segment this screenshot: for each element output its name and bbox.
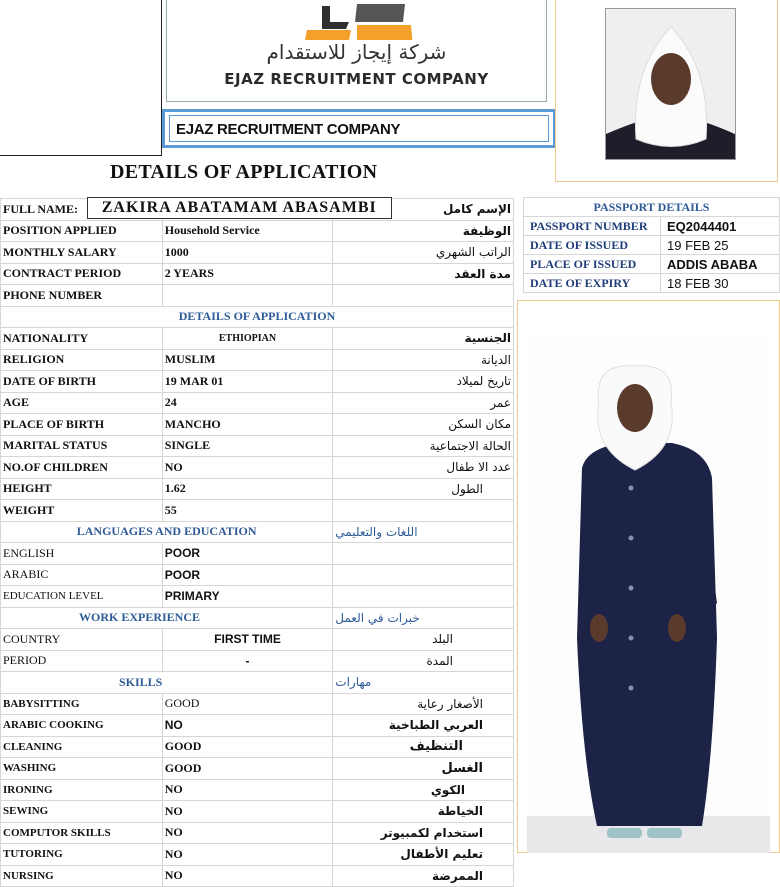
work-row <box>1 650 514 672</box>
personal-row <box>1 457 514 479</box>
passport-row <box>524 217 780 236</box>
contract-label: CONTRACT PERIOD <box>1 263 163 285</box>
passport-label: DATE OF EXPIRY <box>524 274 661 293</box>
education-value: PRIMARY <box>162 586 333 608</box>
company-logo <box>166 0 547 102</box>
phone-label: PHONE NUMBER <box>1 285 163 307</box>
skill-row <box>1 865 514 887</box>
country-arabic: البلد <box>333 629 514 651</box>
section-header <box>1 672 514 694</box>
logo-arabic-name: شركة إيجاز للاستقدام <box>266 40 447 64</box>
passport-row <box>524 255 780 274</box>
language-row <box>1 564 514 586</box>
arabic-value: POOR <box>162 564 333 586</box>
religion-arabic: الديانة <box>333 349 514 371</box>
passport-details <box>523 197 780 293</box>
passport-value: 19 FEB 25 <box>661 236 780 255</box>
skill-value: NO <box>162 779 333 801</box>
languages-title-arabic: اللغات والتعليمي <box>333 521 514 543</box>
skill-value: NO <box>162 801 333 823</box>
passport-label: PLACE OF ISSUED <box>524 255 661 274</box>
skill-label: IRONING <box>1 779 163 801</box>
pob-label: PLACE OF BIRTH <box>1 414 163 436</box>
page-title: DETAILS OF APPLICATION <box>110 161 378 183</box>
dob-value: 19 MAR 01 <box>162 371 333 393</box>
children-label: NO.OF CHILDREN <box>1 457 163 479</box>
country-label: COUNTRY <box>1 629 163 651</box>
nationality-arabic: الجنسية <box>333 328 514 350</box>
pob-arabic: مكان السكن <box>333 414 514 436</box>
skill-arabic: الغسل <box>333 758 514 780</box>
language-row <box>1 543 514 565</box>
skill-value: GOOD <box>162 758 333 780</box>
section-header <box>1 306 514 328</box>
skill-label: CLEANING <box>1 736 163 758</box>
personal-row <box>1 349 514 371</box>
skills-title: SKILLS <box>1 672 333 694</box>
full-body-photo <box>527 338 770 853</box>
age-arabic: عمر <box>333 392 514 414</box>
salary-arabic: الراتب الشهري <box>333 242 514 264</box>
passport-row <box>524 274 780 293</box>
logo-english-name: EJAZ RECRUITMENT COMPANY <box>224 70 489 88</box>
skill-arabic: التنظيف <box>333 736 514 758</box>
company-banner-text: EJAZ RECRUITMENT COMPANY <box>169 115 549 142</box>
personal-row <box>1 328 514 350</box>
position-arabic: الوظيفة <box>333 220 514 242</box>
info-row <box>1 285 514 307</box>
height-value: 1.62 <box>162 478 333 500</box>
salary-value: 1000 <box>162 242 333 264</box>
passport-row <box>524 236 780 255</box>
skill-arabic: الكوي <box>333 779 514 801</box>
education-label: EDUCATION LEVEL <box>1 586 163 608</box>
info-row <box>1 242 514 264</box>
skill-arabic: تعليم الأطفال <box>333 844 514 866</box>
portrait-photo <box>605 8 736 160</box>
country-value: FIRST TIME <box>162 629 333 651</box>
skill-row <box>1 801 514 823</box>
section-header <box>1 521 514 543</box>
contract-value: 2 YEARS <box>162 263 333 285</box>
work-row <box>1 629 514 651</box>
contract-arabic: مدة العقد <box>333 263 514 285</box>
marital-arabic: الحالة الاجتماعية <box>333 435 514 457</box>
skill-label: BABYSITTING <box>1 693 163 715</box>
skill-row <box>1 693 514 715</box>
phone-arabic <box>333 285 514 307</box>
phone-value <box>162 285 333 307</box>
skill-row <box>1 758 514 780</box>
passport-value: 18 FEB 30 <box>661 274 780 293</box>
passport-value: ADDIS ABABA <box>661 255 780 274</box>
personal-row <box>1 478 514 500</box>
period-value: - <box>162 650 333 672</box>
blank-box <box>0 0 162 156</box>
age-value: 24 <box>162 392 333 414</box>
full-name-row <box>1 199 514 221</box>
period-arabic: المدة <box>333 650 514 672</box>
skill-row <box>1 779 514 801</box>
personal-row <box>1 392 514 414</box>
weight-label: WEIGHT <box>1 500 163 522</box>
passport-header-row <box>524 198 780 217</box>
languages-title: LANGUAGES AND EDUCATION <box>1 521 333 543</box>
passport-value: EQ2044401 <box>661 217 780 236</box>
empty-cell <box>333 543 514 565</box>
height-label: HEIGHT <box>1 478 163 500</box>
arabic-label: ARABIC <box>1 564 163 586</box>
logo-mark-icon <box>167 0 548 40</box>
full-name-label-text: FULL NAME: <box>3 201 78 216</box>
full-name-value-cell <box>101 199 377 221</box>
skill-row <box>1 822 514 844</box>
personal-row <box>1 371 514 393</box>
skill-arabic: الخياطة <box>333 801 514 823</box>
religion-label: RELIGION <box>1 349 163 371</box>
position-value: Household Service <box>162 220 333 242</box>
application-form <box>0 198 514 887</box>
skill-label: NURSING <box>1 865 163 887</box>
skill-label: COMPUTOR SKILLS <box>1 822 163 844</box>
position-label: POSITION APPLIED <box>1 220 163 242</box>
dob-arabic: تاريخ لميلاد <box>333 371 514 393</box>
children-value: NO <box>162 457 333 479</box>
height-arabic: الطول <box>333 478 514 500</box>
empty-cell <box>333 586 514 608</box>
pob-value: MANCHO <box>162 414 333 436</box>
skill-arabic: الأصغار رعاية <box>333 693 514 715</box>
section-header <box>1 607 514 629</box>
skill-value: GOOD <box>162 736 333 758</box>
skill-value: GOOD <box>162 693 333 715</box>
weight-value: 55 <box>162 500 333 522</box>
nationality-label: NATIONALITY <box>1 328 163 350</box>
skill-value: NO <box>162 865 333 887</box>
marital-label: MARITAL STATUS <box>1 435 163 457</box>
company-banner <box>162 109 556 148</box>
skill-row <box>1 844 514 866</box>
passport-label: DATE OF ISSUED <box>524 236 661 255</box>
skill-value: NO <box>162 715 333 737</box>
skill-label: WASHING <box>1 758 163 780</box>
personal-row <box>1 414 514 436</box>
skills-title-arabic: مهارات <box>333 672 514 694</box>
religion-value: MUSLIM <box>162 349 333 371</box>
empty-cell <box>333 564 514 586</box>
english-label: ENGLISH <box>1 543 163 565</box>
skill-label: TUTORING <box>1 844 163 866</box>
info-row <box>1 263 514 285</box>
dob-label: DATE OF BIRTH <box>1 371 163 393</box>
nationality-value: ETHIOPIAN <box>162 328 333 350</box>
passport-label: PASSPORT NUMBER <box>524 217 661 236</box>
salary-label: MONTHLY SALARY <box>1 242 163 264</box>
section-details-title: DETAILS OF APPLICATION <box>1 306 514 328</box>
skill-label: ARABIC COOKING <box>1 715 163 737</box>
personal-row <box>1 500 514 522</box>
language-row <box>1 586 514 608</box>
skill-row <box>1 736 514 758</box>
work-title: WORK EXPERIENCE <box>1 607 333 629</box>
full-name-value: ZAKIRA ABATAMAM ABASAMBI <box>87 197 392 219</box>
skill-label: SEWING <box>1 801 163 823</box>
children-arabic: عدد الا طفال <box>333 457 514 479</box>
passport-title: PASSPORT DETAILS <box>524 198 780 217</box>
skill-arabic: استخدام لكمبيوتر <box>333 822 514 844</box>
english-value: POOR <box>162 543 333 565</box>
skill-row <box>1 715 514 737</box>
personal-row <box>1 435 514 457</box>
full-name-arabic: الإسم كامل <box>333 199 514 221</box>
marital-value: SINGLE <box>162 435 333 457</box>
skill-value: NO <box>162 822 333 844</box>
skill-arabic: الممرضة <box>333 865 514 887</box>
skill-value: NO <box>162 844 333 866</box>
skill-arabic: العربي الطباخية <box>333 715 514 737</box>
weight-arabic <box>333 500 514 522</box>
age-label: AGE <box>1 392 163 414</box>
period-label: PERIOD <box>1 650 163 672</box>
work-title-arabic: خبرات في العمل <box>333 607 514 629</box>
info-row <box>1 220 514 242</box>
